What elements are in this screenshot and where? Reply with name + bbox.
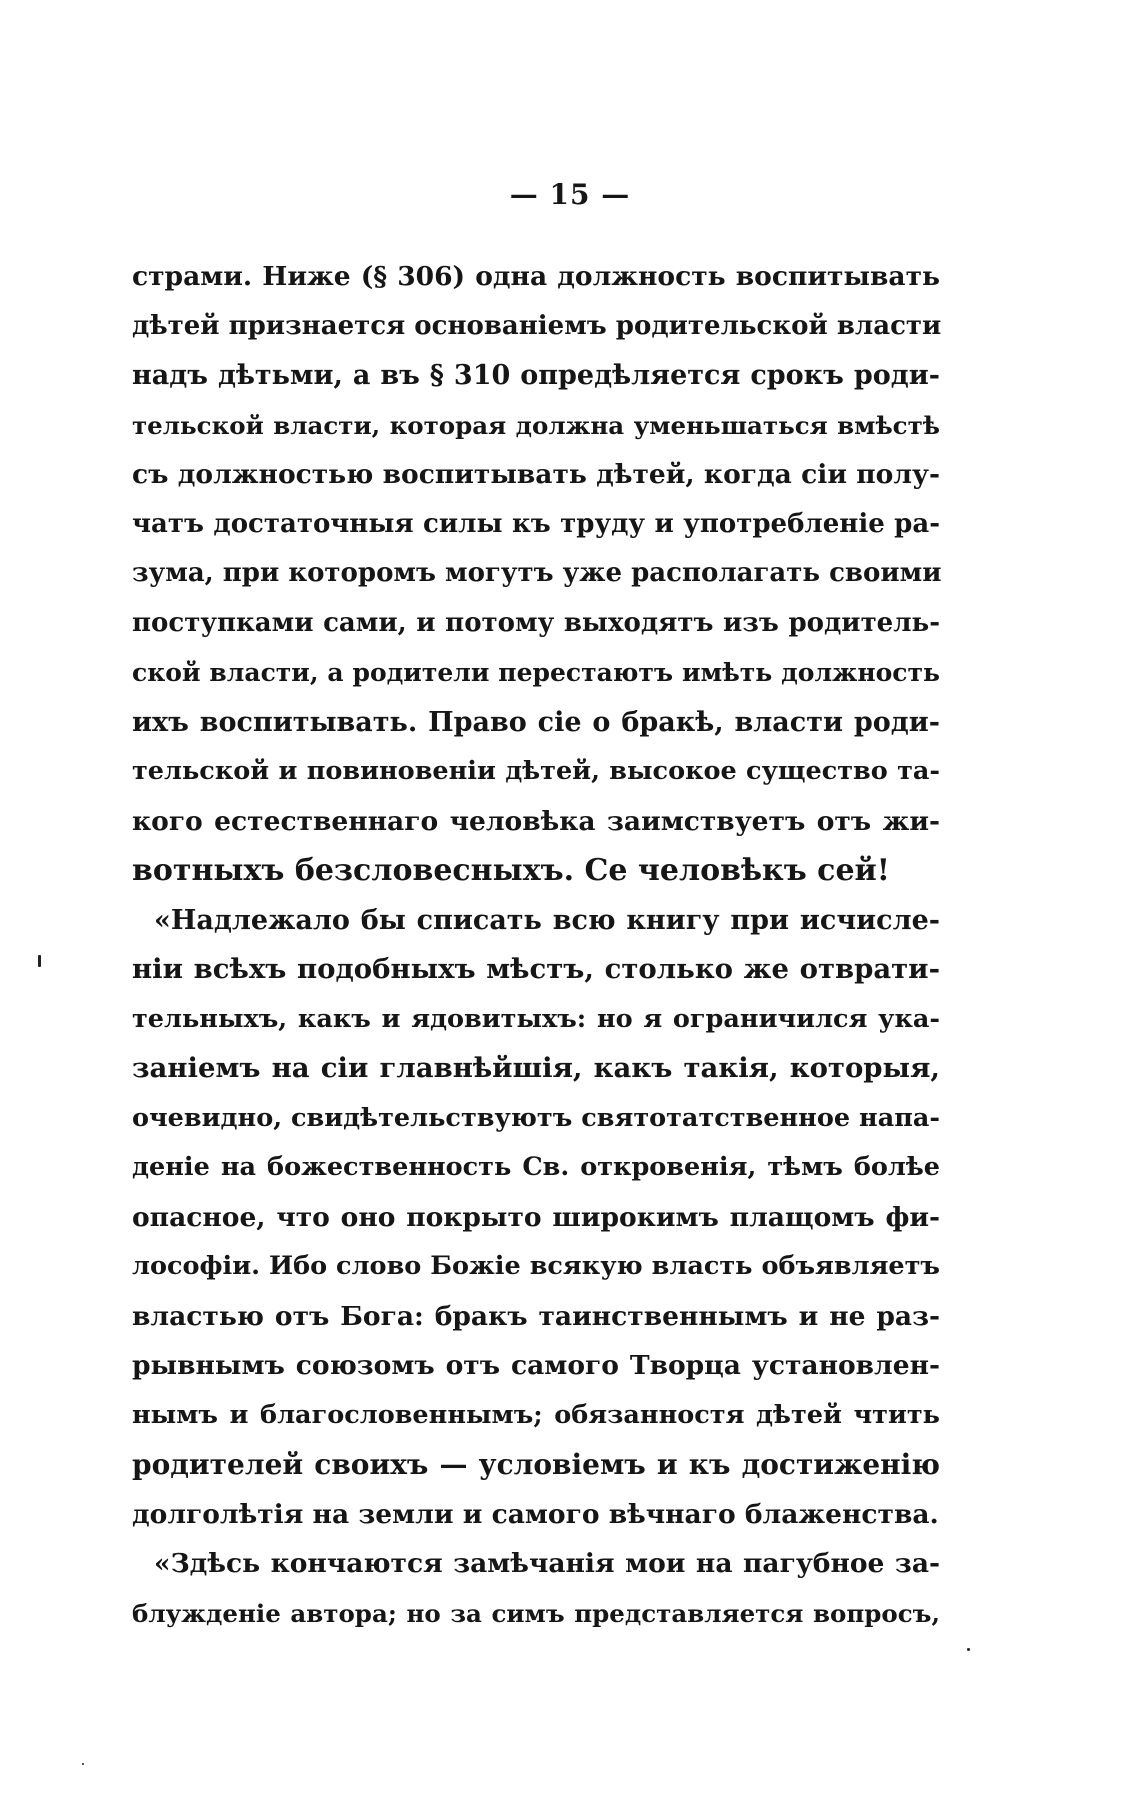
text-line: лософіи. Ибо слово Божіе всякую власть объявляетъ [132,1251,940,1281]
text-line: властью отъ Бога: бракъ таинственнымъ и не раз- [132,1300,940,1332]
text-line: опасное, что оно покрыто широкимъ плащомъ фи- [132,1201,940,1233]
paragraph-start-line: «Здѣсь кончаются замѣчанія мои на пагубное за- [154,1548,940,1579]
text-line: рывнымъ союзомъ отъ самого Творца установлен- [132,1350,940,1381]
text-line: ской власти, а родители перестаютъ имѣть должность [132,658,940,687]
text-line: надъ дѣтьми, а въ § 310 опредѣляется срокъ роди- [132,360,940,391]
page-number: — 15 — [509,178,631,211]
text-line: съ должностью воспитывать дѣтей, когда сіи полу- [132,459,940,490]
text-line: вотныхъ безсловесныхъ. Се человѣкъ сей! [132,853,890,888]
text-line: поступками сами, и потому выходятъ изъ родитель- [132,607,940,638]
text-line: тельской власти, которая должна уменьшаться вмѣстѣ [132,410,940,440]
text-line: тельской и повиновеніи дѣтей, высокое существо та- [132,756,940,786]
text-line: страми. Ниже (§ 306) одна должность воспитывать [132,261,940,292]
text-line: блужденіе автора; но за симъ представляется вопросъ, [132,1598,940,1628]
text-line: деніе на божественность Св. откровенія, тѣмъ болѣе [132,1152,940,1182]
text-line: дѣтей признается основаніемъ родительской власти [132,310,942,341]
print-speck [38,955,41,967]
text-line: зума, при которомъ могутъ уже располагать своими [132,558,942,588]
text-line: нымъ и благословеннымъ; обязанностя дѣтей чтить [132,1399,940,1430]
text-line: очевидно, свидѣтельствуютъ святотатственное напа- [132,1102,940,1133]
body-text [132,252,940,1638]
text-line: кого естественнаго человѣка заимствуетъ отъ жи- [132,805,940,837]
text-line: заніемъ на сіи главнѣйшія, какъ такія, которыя, [132,1052,940,1084]
text-line: родителей своихъ — условіемъ и къ достиженію [132,1448,940,1481]
text-line: долголѣтія на земли и самого вѣчнаго блаженства. [132,1498,939,1530]
text-line: ихъ воспитывать. Право сіе о бракѣ, власти роди- [132,706,940,738]
print-speck [967,1648,970,1651]
print-speck [82,1763,84,1765]
text-line: тельныхъ, какъ и ядовитыхъ: но я ограничился ука- [132,1003,940,1034]
text-line: ніи всѣхъ подобныхъ мѣстъ, столько же отврати- [132,953,940,985]
paragraph-start-line: «Надлежало бы списать всю книгу при исчисле- [154,904,940,936]
text-line: чатъ достаточныя силы къ труду и употребленіе ра- [132,508,940,539]
